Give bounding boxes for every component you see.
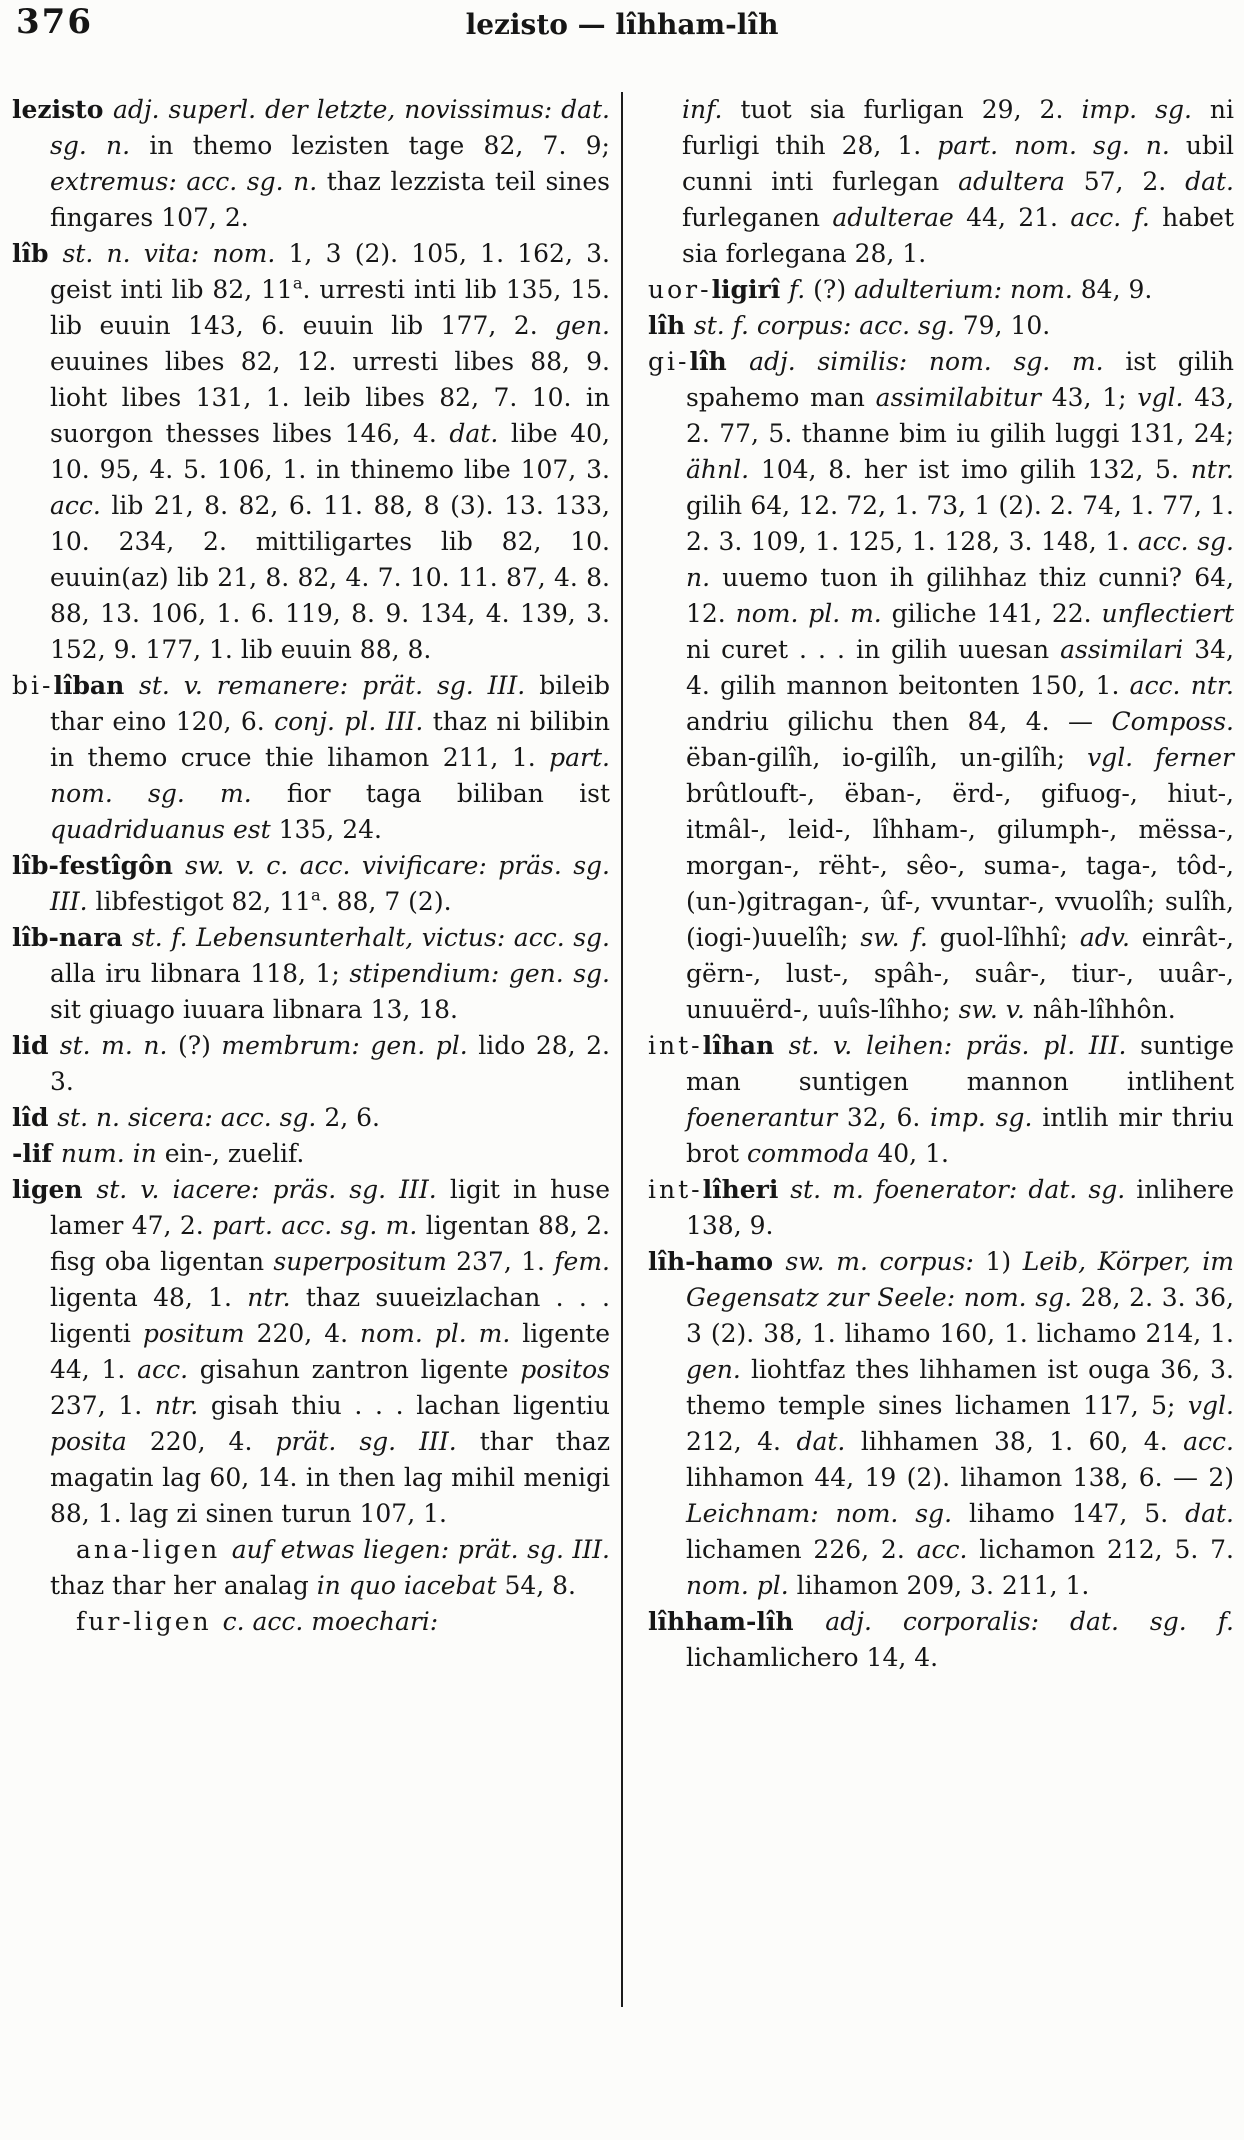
headword: lîb xyxy=(12,239,63,268)
grammar-label: unflectiert xyxy=(1101,599,1235,628)
citation-text: 1) xyxy=(985,1247,1023,1276)
grammar-label: ähnl. xyxy=(686,455,761,484)
citation-text: (?) xyxy=(813,275,855,304)
citation-text: . 88, 7 (2). xyxy=(320,887,452,916)
headword: lîd xyxy=(12,1103,58,1132)
headword: lîh-hamo xyxy=(648,1247,786,1276)
citation-text: liohtfaz thes lihhamen ist ouga 36, 3. themo temple sines lichamen 117, 5; xyxy=(686,1355,1234,1420)
citation-text: gisahun zantron ligente xyxy=(199,1355,521,1384)
dictionary-entry xyxy=(648,1604,1234,1676)
grammar-label: st. f. corpus: acc. sg. xyxy=(693,311,963,340)
citation-text: . urresti inti lib 135, 15. lib euuin 143, 6. euuin lib 177, 2. xyxy=(50,275,611,340)
grammar-label: f. xyxy=(788,275,814,304)
dictionary-entry xyxy=(648,1028,1234,1172)
citation-text: 135, 24. xyxy=(278,815,382,844)
grammar-label: quadriduanus est xyxy=(50,815,279,844)
grammar-label: dat. xyxy=(1185,1499,1234,1528)
grammar-label: nom. pl. m. xyxy=(735,599,892,628)
citation-text: uuemo tuon ih gilihhaz thiz cunni? 64, 12. xyxy=(686,563,1234,628)
grammar-label: conj. pl. III. xyxy=(274,707,433,736)
grammar-label: stipendium: gen. sg. xyxy=(349,959,610,988)
headword-prefix: gi- xyxy=(648,347,690,376)
headword: lîban xyxy=(53,671,139,700)
citation-text: thaz suueizlachan . . . ligenti xyxy=(50,1283,610,1348)
headword: lîheri xyxy=(702,1175,791,1204)
grammar-label: superpositum xyxy=(273,1247,457,1276)
citation-text: libfestigot 82, 11 xyxy=(95,887,312,916)
grammar-label: ntr. xyxy=(247,1283,306,1312)
grammar-label: Leichnam: nom. sg. xyxy=(686,1499,970,1528)
citation-text: furleganen xyxy=(682,203,833,232)
headword: -lif xyxy=(12,1139,61,1168)
headword: lid xyxy=(12,1031,60,1060)
grammar-label: assimilabitur xyxy=(875,383,1052,412)
headword-prefix: uor- xyxy=(648,275,712,304)
headword: lezisto xyxy=(12,95,114,124)
grammar-label: sw. v. c. acc. vivificare: präs. sg. III. xyxy=(50,851,611,916)
citation-text: libe 40, 10. 95, 4. 5. 106, 1. in thinemo libe 107, 3. xyxy=(50,419,610,484)
grammar-label: gen. xyxy=(555,311,610,340)
headword: ligen xyxy=(12,1175,97,1204)
citation-text: suntige man suntigen mannon intlihent xyxy=(686,1031,1235,1096)
grammar-label: vgl. xyxy=(1187,1391,1234,1420)
grammar-label: acc. xyxy=(137,1355,200,1384)
citation-text: giliche 141, 22. xyxy=(891,599,1102,628)
citation-text: ni furligi thih 28, 1. xyxy=(682,95,1235,160)
grammar-label: dat. xyxy=(1185,167,1234,196)
dictionary-entry xyxy=(648,344,1234,1028)
headword: lîb-nara xyxy=(12,923,132,952)
grammar-label: fem. xyxy=(554,1247,610,1276)
dictionary-entry xyxy=(12,1172,610,1532)
grammar-label: prät. sg. III. xyxy=(275,1427,480,1456)
dictionary-entry xyxy=(12,920,610,1028)
grammar-label: ntr. xyxy=(154,1391,211,1420)
grammar-label: acc. sg. n. xyxy=(686,527,1234,592)
citation-text: andriu gilichu then 84, 4. — xyxy=(686,707,1112,736)
entry-continuation xyxy=(648,92,1234,272)
headword: lîh xyxy=(689,347,750,376)
grammar-label: acc. xyxy=(50,491,112,520)
citation-text: (?) xyxy=(177,1031,222,1060)
dictionary-entry xyxy=(12,668,610,848)
dictionary-entry xyxy=(648,1244,1234,1604)
grammar-label: st. v. iacere: präs. sg. III. xyxy=(96,1175,450,1204)
grammar-label: positos xyxy=(520,1355,610,1384)
headword-prefix: int- xyxy=(648,1031,703,1060)
citation-text: lihamo 147, 5. xyxy=(969,1499,1186,1528)
grammar-label: vgl. ferner xyxy=(1087,743,1234,772)
headword: lîh xyxy=(648,311,694,340)
grammar-label: num. in xyxy=(60,1139,165,1168)
citation-text: ligentan 88, 2. fisg oba ligentan xyxy=(50,1211,610,1276)
citation-text: 43, 1; xyxy=(1051,383,1138,412)
grammar-label: in quo iacebat xyxy=(316,1571,505,1600)
column-divider xyxy=(621,92,623,2007)
headword-prefix: fur-ligen xyxy=(76,1607,223,1636)
dictionary-entry xyxy=(12,1028,610,1100)
grammar-label: st. v. leihen: präs. pl. III. xyxy=(788,1031,1141,1060)
citation-text: 43, 2. 77, 5. thanne bim iu gilih luggi 131, 24; xyxy=(686,383,1234,448)
dictionary-entry xyxy=(648,1172,1234,1244)
headword: ligirî xyxy=(711,275,789,304)
citation-text: thaz ni bilibin in themo cruce thie lihamon 211, 1. xyxy=(50,707,610,772)
citation-text: inlihere 138, 9. xyxy=(686,1175,1234,1240)
citation-text: intlih mir thriu brot xyxy=(686,1103,1235,1168)
dictionary-entry xyxy=(648,308,1234,344)
citation-text: bileib thar eino 120, 6. xyxy=(50,671,610,736)
citation-text: thaz lezzista teil sines fingares 107, 2. xyxy=(50,167,611,232)
headword: lîhham-lîh xyxy=(648,1607,826,1636)
grammar-label: adv. xyxy=(1079,923,1142,952)
dictionary-entry xyxy=(12,236,610,668)
left-column xyxy=(12,92,610,1640)
grammar-label: dat. xyxy=(796,1427,861,1456)
citation-text: 54, 8. xyxy=(504,1571,576,1600)
citation-text: 237, 1. xyxy=(50,1391,155,1420)
grammar-label: sw. m. corpus: xyxy=(785,1247,986,1276)
citation-text: alla iru libnara 118, 1; xyxy=(50,959,350,988)
citation-text: fior taga biliban ist xyxy=(286,779,611,808)
citation-text: lichamon 212, 5. 7. xyxy=(979,1535,1234,1564)
grammar-label: Composs. xyxy=(1111,707,1234,736)
grammar-label: sw. f. xyxy=(860,923,940,952)
page-number: 376 xyxy=(16,2,93,42)
headword-prefix: bi- xyxy=(12,671,54,700)
citation-text: 212, 4. xyxy=(686,1427,797,1456)
dictionary-entry xyxy=(12,1604,610,1640)
grammar-label: acc. xyxy=(916,1535,980,1564)
dictionary-entry xyxy=(12,1100,610,1136)
grammar-label: commoda xyxy=(747,1139,878,1168)
citation-text: 28, 2. 3. 36, 3 (2). 38, 1. lihamo 160, 1. lichamo 214, 1. xyxy=(686,1283,1235,1348)
grammar-label: adj. similis: nom. sg. m. xyxy=(749,347,1126,376)
citation-text: ligenta 48, 1. xyxy=(50,1283,248,1312)
dictionary-entry xyxy=(648,272,1234,308)
grammar-label: st. n. sicera: acc. sg. xyxy=(57,1103,325,1132)
grammar-label: part. nom. sg. m. xyxy=(50,743,610,808)
headword-prefix: int- xyxy=(648,1175,703,1204)
citation-text: nâh-lîhhôn. xyxy=(1032,995,1176,1024)
citation-text: lihhamon 44, 19 (2). lihamon 138, 6. — 2) xyxy=(686,1463,1234,1492)
right-column xyxy=(648,92,1234,1676)
grammar-label: st. m. foenerator: dat. sg. xyxy=(790,1175,1137,1204)
citation-text: ligente 44, 1. xyxy=(50,1319,610,1384)
citation-text: 34, 4. gilih mannon beitonten 150, 1. xyxy=(686,635,1234,700)
grammar-label: part. acc. sg. m. xyxy=(212,1211,426,1240)
grammar-label: acc. xyxy=(1183,1427,1234,1456)
citation-text: tuot sia furligan 29, 2. xyxy=(740,95,1082,124)
citation-text: 40, 1. xyxy=(877,1139,949,1168)
grammar-label: st. m. n. xyxy=(59,1031,178,1060)
citation-text: lihhamen 38, 1. 60, 4. xyxy=(860,1427,1184,1456)
dictionary-entry xyxy=(12,1136,610,1172)
citation-text: lichamen 226, 2. xyxy=(686,1535,917,1564)
citation-text: sit giuago iuuara libnara 13, 18. xyxy=(50,995,458,1024)
citation-text: thar thaz magatin lag 60, 14. in then lag mihil menigi 88, 1. lag zi sinen turun 107, 1. xyxy=(50,1427,610,1528)
grammar-label: nom. pl. m. xyxy=(360,1319,523,1348)
grammar-label: gen. xyxy=(686,1355,751,1384)
headword: lîhan xyxy=(702,1031,789,1060)
citation-text: thaz thar her analag xyxy=(50,1571,317,1600)
grammar-label: posita xyxy=(50,1427,150,1456)
citation-text: ligit in huse lamer 47, 2. xyxy=(50,1175,610,1240)
citation-text: 32, 6. xyxy=(846,1103,931,1132)
citation-text: 44, 21. xyxy=(966,203,1071,232)
grammar-label: adultera xyxy=(958,167,1084,196)
grammar-label: acc. f. xyxy=(1070,203,1163,232)
citation-text: 79, 10. xyxy=(962,311,1051,340)
citation-text: lichamlichero 14, 4. xyxy=(686,1643,939,1672)
citation-text: euuines libes 82, 12. urresti libes 88, 9. lioht libes 131, 1. leib libes 82, 7. 10. in suorgon thesses libes 146, 4. xyxy=(50,347,610,448)
grammar-label: adulterium: nom. xyxy=(854,275,1081,304)
grammar-label: st. f. Lebensunterhalt, victus: acc. sg. xyxy=(131,923,610,952)
grammar-label: positum xyxy=(142,1319,257,1348)
dictionary-entry xyxy=(12,92,610,236)
running-title: lezisto — lîhham-lîh xyxy=(465,8,779,41)
dictionary-entry xyxy=(12,848,610,920)
grammar-label: st. v. remanere: prät. sg. III. xyxy=(139,671,540,700)
dictionary-entry xyxy=(12,1532,610,1604)
grammar-label: extremus: acc. sg. n. xyxy=(50,167,327,196)
citation-text: ni curet . . . in gilih uuesan xyxy=(686,635,1061,664)
grammar-label: membrum: gen. pl. xyxy=(221,1031,479,1060)
grammar-label: ntr. xyxy=(1190,455,1235,484)
grammar-label: vgl. xyxy=(1137,383,1195,412)
grammar-label: sw. v. xyxy=(958,995,1033,1024)
citation-text: habet sia forlegana 28, 1. xyxy=(682,203,1234,268)
headword-prefix: ana-ligen xyxy=(76,1535,232,1564)
citation-text: ubil cunni inti furlegan xyxy=(682,131,1234,196)
grammar-label: assimilari xyxy=(1060,635,1195,664)
citation-text: guol-lîhhî; xyxy=(939,923,1080,952)
citation-text: 57, 2. xyxy=(1083,167,1186,196)
superscript-note: a xyxy=(292,273,303,293)
citation-text: 237, 1. xyxy=(456,1247,555,1276)
citation-text: 220, 4. xyxy=(256,1319,360,1348)
grammar-label: inf. xyxy=(682,95,741,124)
citation-text: ist gilih spahemo man xyxy=(686,347,1234,412)
grammar-label: adj. corporalis: dat. sg. f. xyxy=(825,1607,1234,1636)
grammar-label: imp. sg. xyxy=(1081,95,1210,124)
citation-text: 84, 9. xyxy=(1080,275,1153,304)
citation-text: gisah thiu . . . lachan ligentiu xyxy=(210,1391,610,1420)
citation-text: ëban-gilîh, io-gilîh, un-gilîh; xyxy=(686,743,1088,772)
grammar-label: adj. superl. der letzte, novissimus: dat. sg. n. xyxy=(50,95,610,160)
citation-text: 104, 8. her ist imo gilih 132, 5. xyxy=(760,455,1191,484)
grammar-label: c. acc. moechari: xyxy=(222,1607,439,1636)
citation-text: lib 21, 8. 82, 6. 11. 88, 8 (3). 13. 133, 10. 234, 2. mittiligartes lib 82, 10. euuin(az) lib 21, 8. 82, 4. 7. 10. 11. 87, 4. 8. 88, 13. 106, 1. 6. 119, 8. 9. 134, 4. 139, 3. 152, 9. 177, 1. lib euuin 88, 8. xyxy=(50,491,610,664)
grammar-label: adulterae xyxy=(832,203,967,232)
citation-text: 1, 3 (2). 105, 1. 162, 3. geist inti lib 82, 11 xyxy=(50,239,610,304)
grammar-label: foenerantur xyxy=(686,1103,847,1132)
citation-text: brûtlouft-, ëban-, ërd-, gifuog-, hiut-, itmâl-, leid-, lîhham-, gilumph-, mëssa-, morgan-, rëht-, sêo-, suma-, taga-, tôd-, (un-)gitragan-, ûf-, vvuntar-, vvuolîh; sulîh, (iogi-)uuelîh; xyxy=(686,779,1234,952)
citation-text: lihamon 209, 3. 211, 1. xyxy=(796,1571,1090,1600)
headword: lîb-festîgôn xyxy=(12,851,186,880)
citation-text: gilih 64, 12. 72, 1. 73, 1 (2). 2. 74, 1. 77, 1. 2. 3. 109, 1. 125, 1. 128, 3. 148, 1. xyxy=(686,491,1234,556)
citation-text: lido 28, 2. 3. xyxy=(50,1031,610,1096)
grammar-label: imp. sg. xyxy=(930,1103,1043,1132)
superscript-note: a xyxy=(311,885,321,905)
grammar-label: nom. pl. xyxy=(686,1571,797,1600)
grammar-label: part. nom. sg. n. xyxy=(937,131,1186,160)
citation-text: 2, 6. xyxy=(324,1103,380,1132)
grammar-label: acc. ntr. xyxy=(1129,671,1234,700)
citation-text: ein-, zuelif. xyxy=(164,1139,305,1168)
grammar-label: Leib, Körper, im Gegensatz zur Seele: nom. sg. xyxy=(686,1247,1234,1312)
grammar-label: dat. xyxy=(449,419,511,448)
citation-text: 220, 4. xyxy=(149,1427,276,1456)
citation-text: einrât-, gërn-, lust-, spâh-, suâr-, tiur-, uuâr-, unuuërd-, uuîs-lîhho; xyxy=(686,923,1234,1024)
citation-text: in themo lezisten tage 82, 7. 9; xyxy=(149,131,610,160)
grammar-label: auf etwas liegen: prät. sg. III. xyxy=(231,1535,610,1564)
grammar-label: st. n. vita: nom. xyxy=(62,239,289,268)
